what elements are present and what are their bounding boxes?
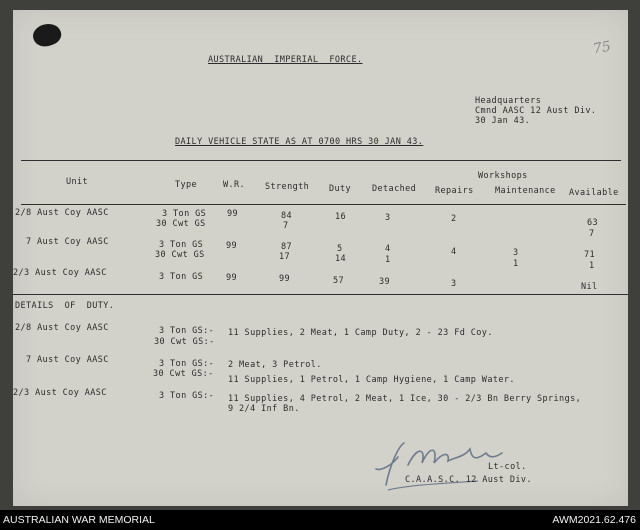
detail-type: 3 Ton GS:- — [159, 391, 215, 401]
detail-text: 9 2/4 Inf Bn. — [228, 404, 300, 414]
hq-line: 30 Jan 43. — [475, 116, 531, 126]
header-type: Type — [175, 180, 198, 190]
table-cell-strength: 17 — [279, 252, 291, 262]
table-cell-duty: 14 — [335, 254, 347, 264]
header-wr: W.R. — [223, 180, 246, 190]
table-cell-repairs: 4 — [451, 247, 457, 257]
header-duty: Duty — [329, 184, 352, 194]
table-cell-detached: 3 — [385, 213, 391, 223]
header-strength: Strength — [265, 182, 310, 192]
detail-unit: 7 Aust Coy AASC — [26, 355, 109, 365]
detail-text: 11 Supplies, 4 Petrol, 2 Meat, 1 Ice, 30 - 2/3 Bn Berry Springs, — [228, 394, 582, 404]
table-cell-type: 3 Ton GS — [159, 240, 204, 250]
table-cell-duty: 16 — [335, 212, 347, 222]
table-cell-maintenance: 3 — [513, 248, 519, 258]
table-cell-detached: 4 — [385, 244, 391, 254]
detail-unit: 2/3 Aust Coy AASC — [13, 388, 107, 398]
detail-unit: 2/8 Aust Coy AASC — [15, 323, 109, 333]
hq-line: Cmnd AASC 12 Aust Div. — [475, 106, 597, 116]
table-cell-available: 71 — [584, 250, 596, 260]
footer-accession-number: AWM2021.62.476 — [552, 514, 636, 526]
table-cell-repairs: 2 — [451, 214, 457, 224]
table-cell-duty: 57 — [333, 276, 345, 286]
document-subtitle: DAILY VEHICLE STATE AS AT 0700 HRS 30 JAN 43. — [175, 137, 424, 147]
table-cell-available: 7 — [589, 229, 595, 239]
detail-text: 11 Supplies, 2 Meat, 1 Camp Duty, 2 - 23 Fd Coy. — [228, 328, 493, 338]
table-header-rule — [21, 204, 626, 205]
signature-rank: Lt-col. — [488, 462, 527, 472]
detail-type: 30 Cwt GS:- — [153, 369, 214, 379]
table-top-rule — [21, 160, 621, 161]
table-cell-detached: 1 — [385, 255, 391, 265]
table-cell-available: Nil — [581, 282, 598, 292]
table-cell-type: 3 Ton GS — [159, 272, 204, 282]
table-cell-type: 3 Ton GS — [162, 209, 207, 219]
footer-institution: AUSTRALIAN WAR MEMORIAL — [3, 514, 155, 526]
table-cell-available: 1 — [589, 261, 595, 271]
table-cell-strength: 7 — [283, 221, 289, 231]
table-cell-unit: 2/8 Aust Coy AASC — [15, 208, 109, 218]
table-cell-strength: 99 — [279, 274, 291, 284]
document-sheet — [13, 10, 628, 506]
signature-office: C.A.A.S.C. 12 Aust Div. — [405, 475, 532, 485]
detail-type: 3 Ton GS:- — [159, 326, 215, 336]
table-cell-available: 63 — [587, 218, 599, 228]
document-title: AUSTRALIAN IMPERIAL FORCE. — [208, 55, 363, 65]
table-cell-maintenance: 1 — [513, 259, 519, 269]
detail-text: 2 Meat, 3 Petrol. — [228, 360, 322, 370]
table-cell-repairs: 3 — [451, 279, 457, 289]
table-cell-wr: 99 — [226, 241, 238, 251]
table-cell-wr: 99 — [226, 273, 238, 283]
table-cell-strength: 84 — [281, 211, 293, 221]
pencil-mark: 75 — [591, 38, 613, 58]
table-cell-detached: 39 — [379, 277, 391, 287]
archive-footer — [0, 510, 640, 530]
table-cell-type: 30 Cwt GS — [156, 219, 206, 229]
table-cell-type: 30 Cwt GS — [155, 250, 205, 260]
table-cell-wr: 99 — [227, 209, 239, 219]
header-workshops: Workshops — [478, 171, 528, 181]
header-maintenance: Maintenance — [495, 186, 556, 196]
detail-type: 30 Cwt GS:- — [154, 337, 215, 347]
header-repairs: Repairs — [435, 186, 474, 196]
ink-smudge — [30, 20, 64, 50]
header-detached: Detached — [372, 184, 417, 194]
table-cell-strength: 87 — [281, 242, 293, 252]
hq-line: Headquarters — [475, 96, 542, 106]
table-cell-unit: 2/3 Aust Coy AASC — [13, 268, 107, 278]
header-unit: Unit — [66, 177, 89, 187]
table-bottom-rule — [13, 294, 628, 295]
detail-text: 11 Supplies, 1 Petrol, 1 Camp Hygiene, 1 Camp Water. — [228, 375, 515, 385]
handwritten-signature — [368, 435, 508, 500]
detail-type: 3 Ton GS:- — [159, 359, 215, 369]
header-available: Available — [569, 188, 619, 198]
table-cell-unit: 7 Aust Coy AASC — [26, 237, 109, 247]
details-heading: DETAILS OF DUTY. — [15, 301, 115, 311]
table-cell-duty: 5 — [337, 244, 343, 254]
